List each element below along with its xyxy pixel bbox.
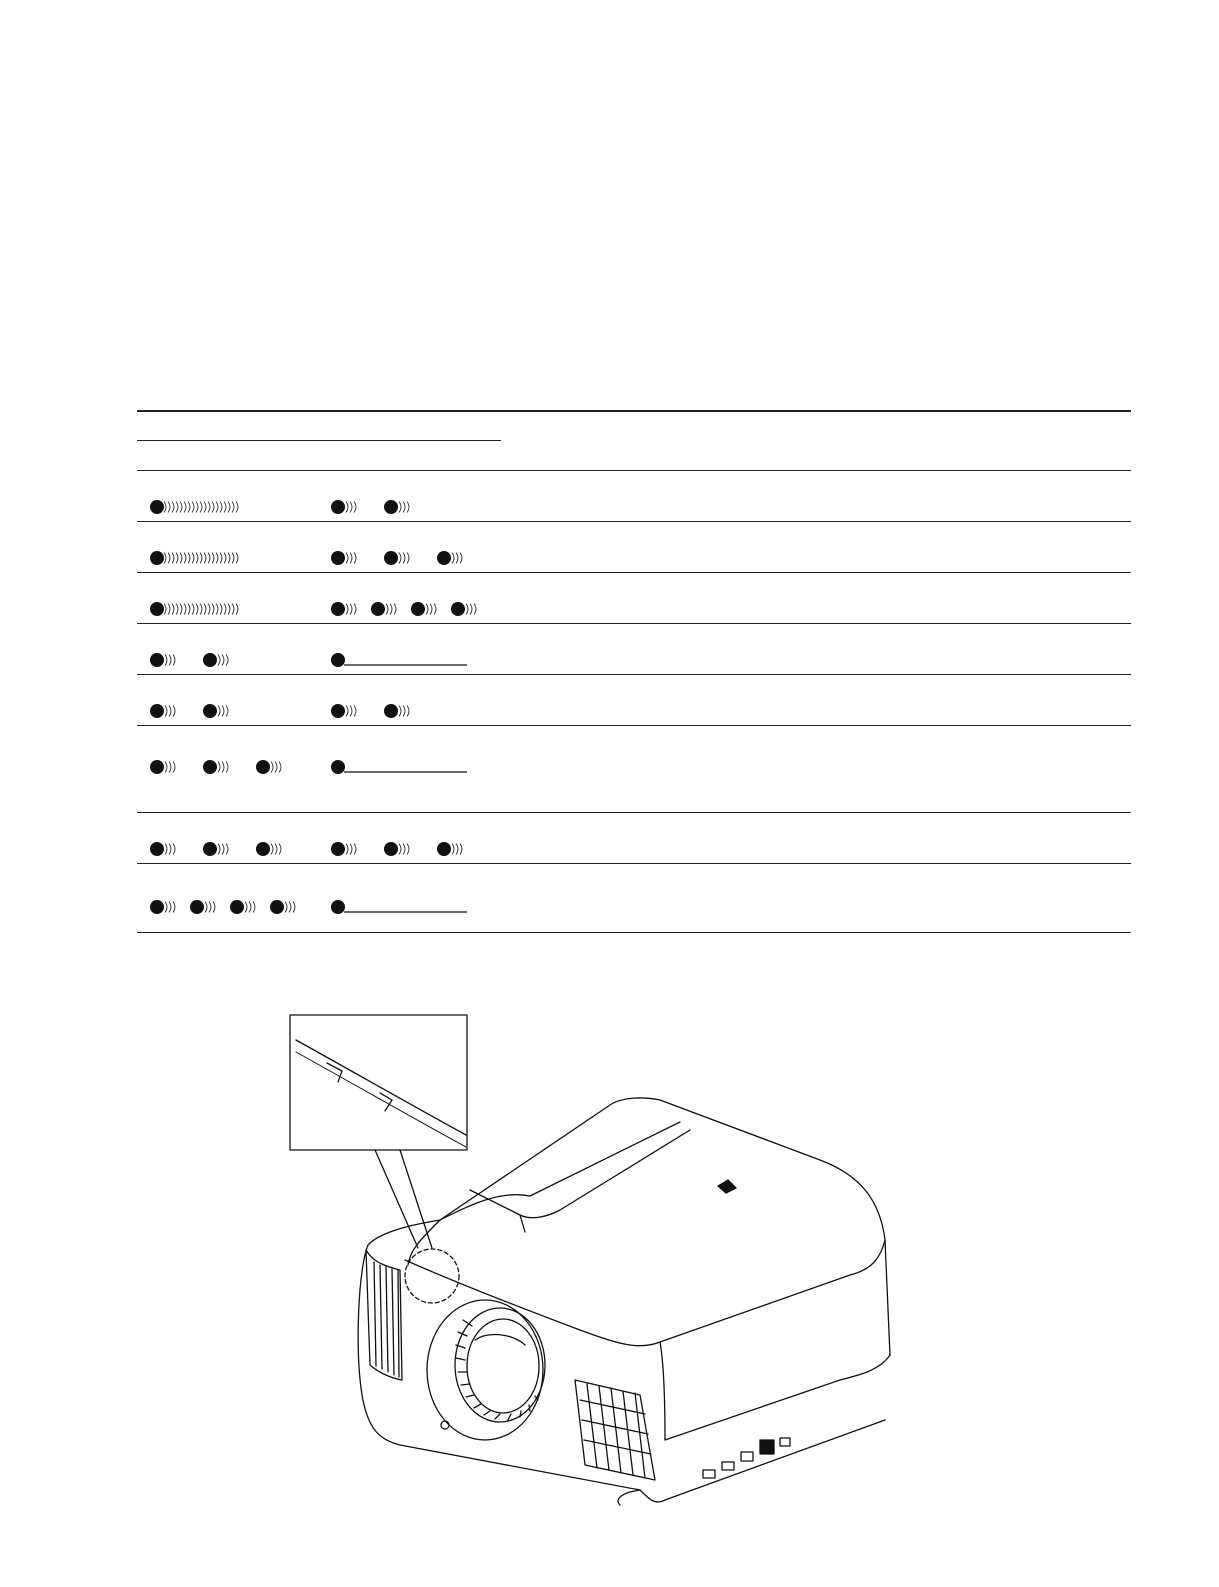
- blink-wave-icon: [208, 502, 210, 513]
- indicator-cell: [331, 834, 531, 864]
- blink-wave-icon: [275, 844, 277, 855]
- blink-wave-icon: [220, 502, 222, 513]
- blink-wave-icon: [180, 604, 182, 615]
- indicator-cell: [331, 696, 531, 726]
- blink-wave-icon: [204, 553, 206, 564]
- blink-wave-icon: [173, 902, 175, 913]
- blink-wave-icon: [236, 502, 238, 513]
- blink-wave-icon: [350, 844, 352, 855]
- indicator-dot-icon: [331, 500, 345, 514]
- blink-wave-icon: [403, 502, 405, 513]
- blink-wave-icon: [434, 604, 436, 615]
- blink-wave-icon: [165, 902, 167, 913]
- blink-wave-icon: [176, 502, 178, 513]
- blink-wave-icon: [226, 844, 228, 855]
- indicator-dot-icon: [150, 760, 164, 774]
- blink-wave-icon: [169, 902, 171, 913]
- indicator-dot-icon: [203, 760, 217, 774]
- blink-wave-icon: [220, 604, 222, 615]
- blink-wave-icon: [192, 553, 194, 564]
- blink-wave-icon: [208, 604, 210, 615]
- blink-wave-icon: [165, 844, 167, 855]
- blink-wave-icon: [350, 553, 352, 564]
- blink-wave-icon: [271, 762, 273, 773]
- blink-wave-icon: [407, 706, 409, 717]
- projector-illustration: [285, 1012, 905, 1587]
- indicator-dot-icon: [437, 842, 451, 856]
- blink-wave-icon: [275, 762, 277, 773]
- blink-wave-icon: [228, 553, 230, 564]
- blink-wave-icon: [390, 604, 392, 615]
- table-header-subrule: [137, 440, 501, 441]
- blink-wave-icon: [232, 604, 234, 615]
- blink-wave-icon: [403, 706, 405, 717]
- blink-wave-icon: [200, 502, 202, 513]
- blink-wave-icon: [222, 655, 224, 666]
- blink-wave-icon: [224, 553, 226, 564]
- blink-wave-icon: [184, 553, 186, 564]
- blink-wave-icon: [172, 502, 174, 513]
- indicator-cell: [150, 645, 350, 675]
- blink-wave-icon: [220, 553, 222, 564]
- table-top-rule: [137, 410, 1131, 412]
- blink-wave-icon: [173, 762, 175, 773]
- blink-wave-icon: [192, 604, 194, 615]
- indicator-dot-icon: [384, 500, 398, 514]
- indicator-cell: [150, 594, 350, 624]
- magnified-detail-inset: [290, 1015, 467, 1303]
- blink-wave-icon: [180, 553, 182, 564]
- blink-wave-icon: [165, 655, 167, 666]
- blink-wave-icon: [350, 502, 352, 513]
- blink-wave-icon: [196, 553, 198, 564]
- indicator-dot-icon: [256, 842, 270, 856]
- indicator-cell: [331, 645, 531, 675]
- blink-wave-icon: [430, 604, 432, 615]
- blink-wave-icon: [218, 762, 220, 773]
- blink-wave-icon: [403, 844, 405, 855]
- blink-wave-icon: [212, 604, 214, 615]
- blink-wave-icon: [350, 706, 352, 717]
- indicator-dot-icon: [256, 760, 270, 774]
- blink-wave-icon: [169, 844, 171, 855]
- blink-wave-icon: [165, 706, 167, 717]
- blink-wave-icon: [216, 502, 218, 513]
- blink-wave-icon: [426, 604, 428, 615]
- blink-wave-icon: [271, 844, 273, 855]
- blink-wave-icon: [209, 902, 211, 913]
- indicator-cell: [150, 492, 350, 522]
- blink-wave-icon: [226, 706, 228, 717]
- blink-wave-icon: [204, 604, 206, 615]
- blink-wave-icon: [212, 502, 214, 513]
- blink-wave-icon: [196, 604, 198, 615]
- indicator-dot-icon: [331, 900, 345, 914]
- blink-wave-icon: [245, 902, 247, 913]
- indicator-dot-icon: [150, 842, 164, 856]
- indicator-dot-icon: [150, 900, 164, 914]
- blink-wave-icon: [169, 762, 171, 773]
- indicator-dot-icon: [190, 900, 204, 914]
- indicator-dot-icon: [384, 704, 398, 718]
- blink-wave-icon: [460, 844, 462, 855]
- indicator-dot-icon: [150, 704, 164, 718]
- blink-wave-icon: [218, 655, 220, 666]
- blink-wave-icon: [218, 844, 220, 855]
- blink-wave-icon: [173, 844, 175, 855]
- blink-wave-icon: [213, 902, 215, 913]
- table-row-rule: [137, 812, 1131, 813]
- blink-wave-icon: [289, 902, 291, 913]
- blink-wave-icon: [236, 604, 238, 615]
- indicator-cell: [150, 543, 350, 573]
- blink-wave-icon: [226, 762, 228, 773]
- blink-wave-icon: [184, 604, 186, 615]
- indicator-cell: [150, 696, 350, 726]
- blink-wave-icon: [218, 706, 220, 717]
- blink-wave-icon: [164, 502, 166, 513]
- blink-wave-icon: [168, 604, 170, 615]
- blink-wave-icon: [456, 844, 458, 855]
- blink-wave-icon: [354, 553, 356, 564]
- blink-wave-icon: [188, 553, 190, 564]
- blink-wave-icon: [169, 655, 171, 666]
- blink-wave-icon: [452, 844, 454, 855]
- blink-wave-icon: [164, 604, 166, 615]
- indicator-cell: [150, 834, 350, 864]
- blink-wave-icon: [407, 553, 409, 564]
- indicator-cell: [331, 594, 531, 624]
- blink-wave-icon: [407, 844, 409, 855]
- blink-wave-icon: [346, 553, 348, 564]
- blink-wave-icon: [285, 902, 287, 913]
- blink-wave-icon: [212, 553, 214, 564]
- indicator-dot-icon: [203, 842, 217, 856]
- blink-wave-icon: [354, 706, 356, 717]
- blink-wave-icon: [253, 902, 255, 913]
- blink-wave-icon: [232, 553, 234, 564]
- blink-wave-icon: [204, 502, 206, 513]
- indicator-cell: [331, 892, 531, 922]
- indicator-dot-icon: [331, 653, 345, 667]
- indicator-dot-icon: [437, 551, 451, 565]
- indicator-cell: [331, 492, 531, 522]
- indicator-dot-icon: [371, 602, 385, 616]
- blink-wave-icon: [407, 502, 409, 513]
- blink-wave-icon: [346, 844, 348, 855]
- blink-wave-icon: [354, 604, 356, 615]
- indicator-dot-icon: [384, 551, 398, 565]
- blink-wave-icon: [200, 604, 202, 615]
- blink-wave-icon: [200, 553, 202, 564]
- indicator-dot-icon: [451, 602, 465, 616]
- blink-wave-icon: [394, 604, 396, 615]
- blink-wave-icon: [188, 604, 190, 615]
- blink-wave-icon: [165, 762, 167, 773]
- blink-wave-icon: [399, 706, 401, 717]
- blink-wave-icon: [172, 604, 174, 615]
- blink-wave-icon: [222, 762, 224, 773]
- blink-wave-icon: [172, 553, 174, 564]
- blink-wave-icon: [192, 502, 194, 513]
- blink-wave-icon: [354, 844, 356, 855]
- indicator-dot-icon: [331, 551, 345, 565]
- blink-wave-icon: [173, 706, 175, 717]
- indicator-dot-icon: [150, 500, 164, 514]
- blink-wave-icon: [208, 553, 210, 564]
- indicator-dot-icon: [331, 760, 345, 774]
- blink-wave-icon: [279, 762, 281, 773]
- blink-wave-icon: [226, 655, 228, 666]
- blink-wave-icon: [460, 553, 462, 564]
- blink-wave-icon: [168, 502, 170, 513]
- table-bottom-rule: [137, 932, 1131, 933]
- blink-wave-icon: [169, 706, 171, 717]
- blink-wave-icon: [236, 553, 238, 564]
- indicator-dot-icon: [203, 704, 217, 718]
- indicator-dot-icon: [384, 842, 398, 856]
- blink-wave-icon: [228, 502, 230, 513]
- indicator-dot-icon: [411, 602, 425, 616]
- blink-wave-icon: [216, 553, 218, 564]
- indicator-dot-icon: [203, 653, 217, 667]
- blink-wave-icon: [474, 604, 476, 615]
- blink-wave-icon: [176, 604, 178, 615]
- blink-wave-icon: [452, 553, 454, 564]
- projector-body: [358, 1098, 890, 1505]
- indicator-dot-icon: [150, 602, 164, 616]
- indicator-dot-icon: [331, 842, 345, 856]
- indicator-dot-icon: [270, 900, 284, 914]
- blink-wave-icon: [224, 604, 226, 615]
- blink-wave-icon: [168, 553, 170, 564]
- blink-wave-icon: [222, 706, 224, 717]
- table-header-rule: [137, 470, 1131, 471]
- blink-wave-icon: [164, 553, 166, 564]
- indicator-dot-icon: [331, 602, 345, 616]
- indicator-dot-icon: [150, 653, 164, 667]
- indicator-dot-icon: [331, 704, 345, 718]
- blink-wave-icon: [346, 706, 348, 717]
- blink-wave-icon: [399, 553, 401, 564]
- blink-wave-icon: [279, 844, 281, 855]
- blink-wave-icon: [232, 502, 234, 513]
- blink-wave-icon: [216, 604, 218, 615]
- indicator-cell: [331, 543, 531, 573]
- indicator-cell: [150, 892, 350, 922]
- blink-wave-icon: [224, 502, 226, 513]
- blink-wave-icon: [399, 844, 401, 855]
- blink-wave-icon: [205, 902, 207, 913]
- blink-wave-icon: [176, 553, 178, 564]
- blink-wave-icon: [249, 902, 251, 913]
- blink-wave-icon: [293, 902, 295, 913]
- blink-wave-icon: [180, 502, 182, 513]
- indicator-cell: [150, 752, 350, 782]
- indicator-cell: [331, 752, 531, 782]
- blink-wave-icon: [466, 604, 468, 615]
- blink-wave-icon: [228, 604, 230, 615]
- blink-wave-icon: [403, 553, 405, 564]
- blink-wave-icon: [188, 502, 190, 513]
- indicator-dot-icon: [230, 900, 244, 914]
- blink-wave-icon: [386, 604, 388, 615]
- blink-wave-icon: [456, 553, 458, 564]
- blink-wave-icon: [222, 844, 224, 855]
- blink-wave-icon: [350, 604, 352, 615]
- blink-wave-icon: [196, 502, 198, 513]
- indicator-dot-icon: [150, 551, 164, 565]
- blink-wave-icon: [354, 502, 356, 513]
- blink-wave-icon: [470, 604, 472, 615]
- blink-wave-icon: [346, 604, 348, 615]
- blink-wave-icon: [173, 655, 175, 666]
- blink-wave-icon: [399, 502, 401, 513]
- blink-wave-icon: [346, 502, 348, 513]
- blink-wave-icon: [184, 502, 186, 513]
